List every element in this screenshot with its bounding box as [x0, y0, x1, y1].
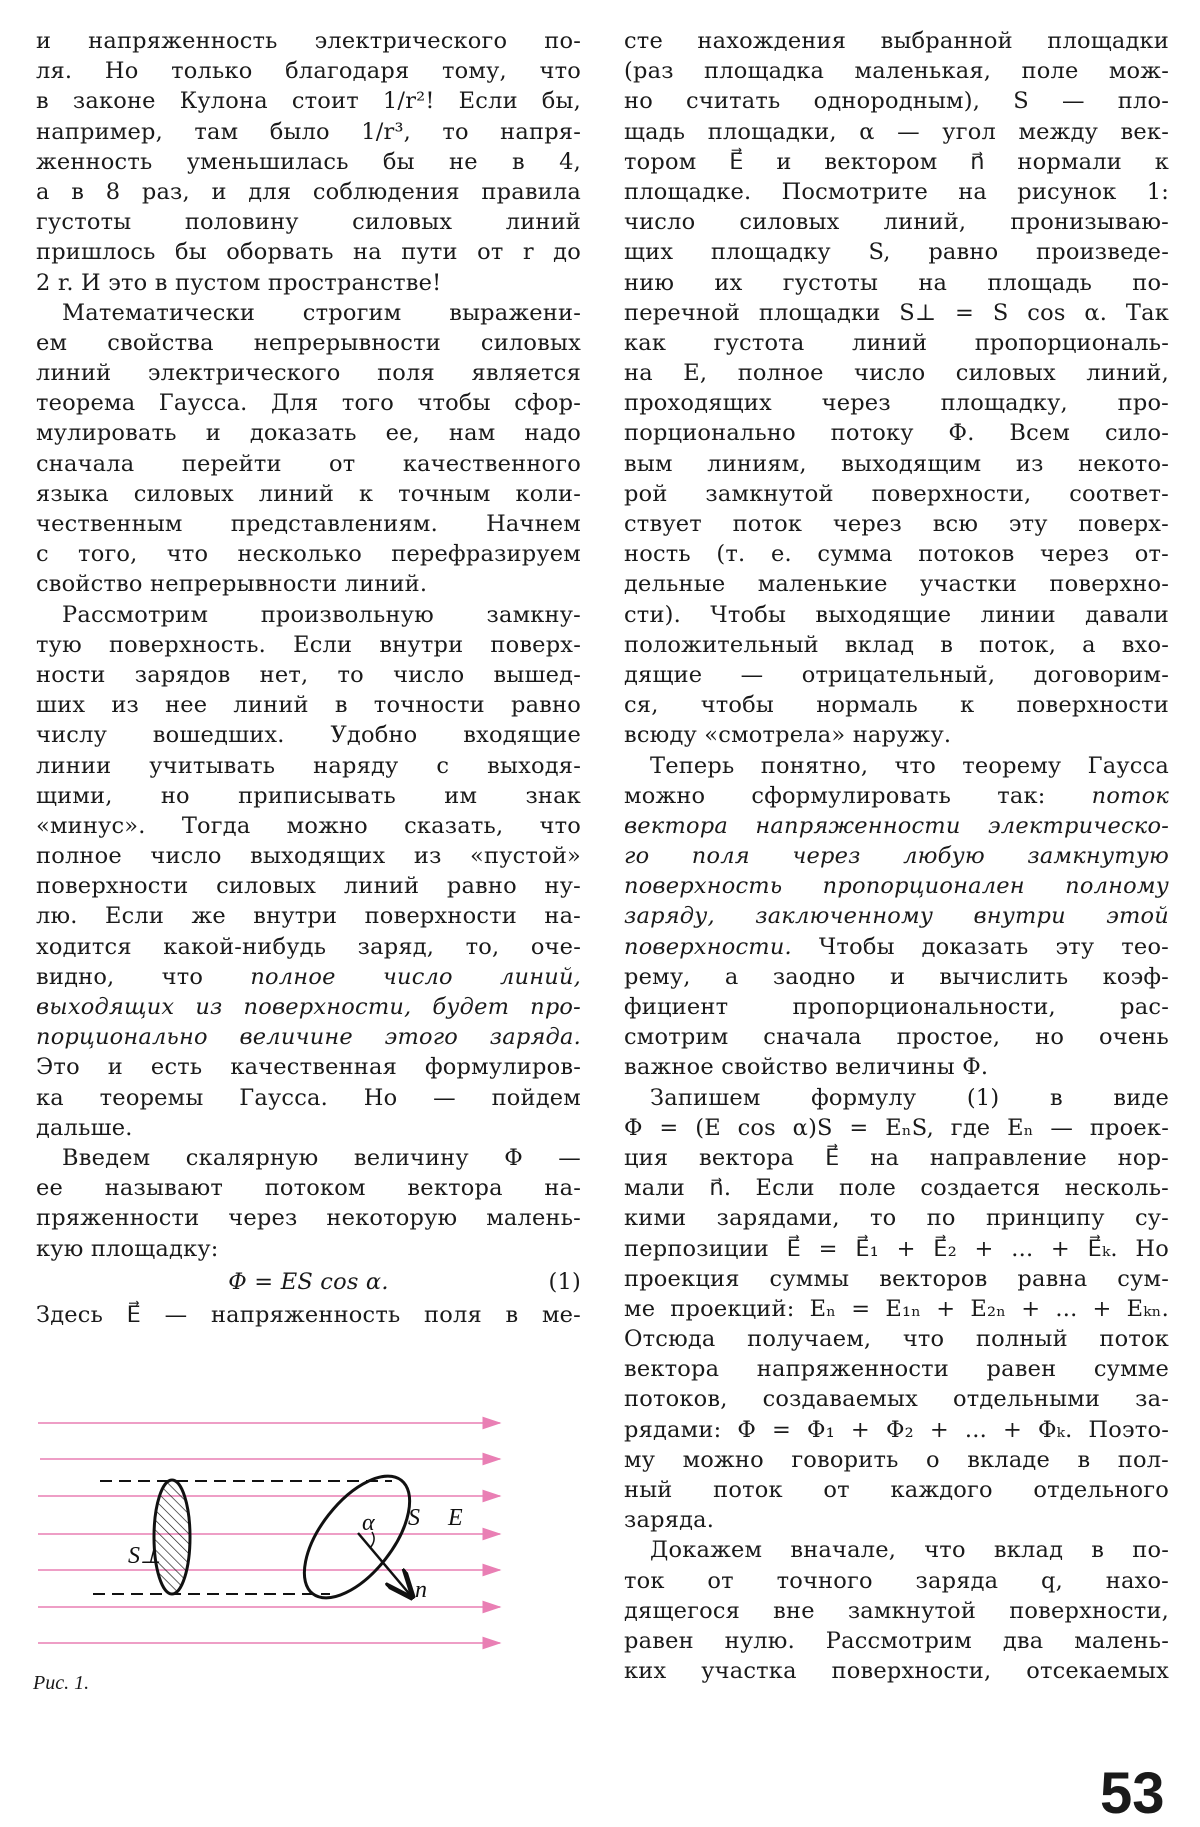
- text-line: густоты половину силовых линий: [36, 209, 581, 236]
- right-column: [624, 26, 1169, 1686]
- text-line: например, там было 1/r³, то напря-: [36, 118, 581, 145]
- text-line: пряженности через некоторую малень-: [36, 1205, 581, 1232]
- text-line: свойство непрерывности линий.: [36, 571, 428, 598]
- text-line: в законе Кулона стоит 1/r²! Если бы,: [36, 88, 581, 115]
- text-line: сте нахождения выбранной площадки: [624, 28, 1169, 54]
- text-line: ких участка поверхности, отсекаемых: [624, 1658, 1169, 1685]
- text-line: рой замкнутой поверхности, соответ-: [624, 480, 1169, 507]
- text-line: ток от точного заряда q, нахо-: [624, 1567, 1169, 1594]
- formula-1: [36, 1264, 581, 1300]
- text-line: Это и есть качественная формулиров-: [36, 1054, 581, 1081]
- text-line: ствует поток через всю эту поверх-: [624, 511, 1169, 537]
- text-line: сти). Чтобы выходящие линии давали: [624, 601, 1169, 628]
- paragraph: [36, 26, 581, 298]
- label-s-perp: S⊥: [128, 1543, 161, 1569]
- text-line: линий электрического поля является: [36, 360, 581, 387]
- text-line: Отсюда получаем, что полный поток: [624, 1326, 1169, 1353]
- text-line: [36, 992, 581, 1022]
- text-line: сначала перейти от качественного: [36, 450, 581, 477]
- paragraph: [36, 298, 581, 600]
- italic-text: полное число линий,: [250, 963, 581, 990]
- text-line: женность уменьшилась бы не в 4,: [36, 148, 581, 175]
- text-line: ме проекций: Eₙ = E₁ₙ + E₂ₙ + ... + Eₖₙ.: [624, 1295, 1169, 1322]
- text-segment: видно, что: [36, 963, 251, 990]
- figure-1: [0, 1395, 600, 1715]
- text-line: ция вектора E⃗ на направление нор-: [624, 1144, 1169, 1171]
- right-paragraphs: [624, 26, 1169, 1686]
- text-line: Рассмотрим произвольную замкну-: [62, 601, 581, 628]
- text-line: [624, 781, 1169, 811]
- italic-text: поверхность пропорционален полному: [624, 873, 1169, 900]
- normal-vector: [358, 1533, 412, 1597]
- text-line: ля. Но только благодаря тому, что: [36, 58, 581, 85]
- text-line: [36, 1022, 581, 1052]
- text-line: рему, а заодно и вычислить коэф-: [624, 963, 1169, 990]
- left-closing-paragraph: [36, 1300, 581, 1330]
- text-line: Теперь понятно, что теорему Гаусса: [650, 752, 1169, 779]
- text-line: Введем скалярную величину Φ —: [62, 1144, 581, 1171]
- text-line: важное свойство величины Φ.: [624, 1054, 989, 1081]
- italic-text: заряду, заключенному внутри этой: [624, 903, 1169, 930]
- text-line: дящие — отрицательный, договорим-: [624, 661, 1169, 688]
- text-line: [624, 811, 1169, 841]
- text-segment: можно сформулировать так:: [624, 782, 1092, 809]
- text-line: [624, 841, 1169, 871]
- text-line: 2 r. И это в пустом пространстве!: [36, 269, 442, 296]
- text-line: «минус». Тогда можно сказать, что: [36, 812, 581, 839]
- text-line: порционально потоку Φ. Всем сило-: [624, 420, 1169, 447]
- text-line: числу вошедших. Удобно входящие: [36, 722, 581, 749]
- italic-text: поток: [1091, 782, 1169, 809]
- label-alpha: α: [362, 1510, 375, 1536]
- text-line: мали n⃗. Если поле создается несколь-: [624, 1175, 1169, 1202]
- text-line: а в 8 раз, и для соблюдения правила: [36, 178, 581, 205]
- text-line: кими зарядами, то по принципу су-: [624, 1205, 1169, 1232]
- paragraph: [36, 1143, 581, 1264]
- text-line: тую поверхность. Если внутри поверх-: [36, 631, 581, 658]
- text-line: [624, 901, 1169, 931]
- text-line: кую площадку:: [36, 1235, 219, 1262]
- text-segment: Чтобы доказать эту тео-: [791, 933, 1169, 960]
- label-e: E⃗: [448, 1505, 482, 1531]
- text-line: потоков, создаваемых отдельными за-: [624, 1386, 1169, 1413]
- text-line: полное число выходящих из «пустой»: [36, 843, 581, 870]
- text-line: Докажем вначале, что вклад в по-: [650, 1537, 1169, 1564]
- text-line: площадке. Посмотрите на рисунок 1:: [624, 178, 1169, 205]
- text-line: Здесь E⃗ — напряженность поля в ме-: [36, 1301, 581, 1328]
- text-line: на E, полное число силовых линий,: [624, 360, 1169, 387]
- text-line: поверхности силовых линий равно ну-: [36, 873, 581, 900]
- text-line: [624, 871, 1169, 901]
- text-line: теорема Гаусса. Для того чтобы сфор-: [36, 390, 581, 417]
- paragraph: [624, 751, 1169, 1083]
- figure-caption: Рис. 1.: [33, 1672, 90, 1694]
- paragraph: [624, 1535, 1169, 1686]
- text-line: языка силовых линий к точным коли-: [36, 480, 581, 507]
- text-line: щими, но приписывать им знак: [36, 782, 581, 809]
- formula-number: (1): [548, 1268, 581, 1295]
- text-line: всюду «смотрела» наружу.: [624, 722, 952, 749]
- text-line: мулировать и доказать ее, нам надо: [36, 420, 581, 447]
- text-line: ем свойства непрерывности силовых: [36, 329, 581, 356]
- text-line: перпозиции E⃗ = E⃗₁ + E⃗₂ + ... + E⃗ₖ. Но: [624, 1235, 1169, 1262]
- left-paragraphs: [36, 26, 581, 1264]
- text-line: с того, что несколько перефразируем: [36, 541, 581, 568]
- field-lines: [38, 1423, 500, 1643]
- text-line: пришлось бы оборвать на пути от r до: [36, 239, 581, 266]
- text-line: Математически строгим выражени-: [62, 299, 581, 326]
- text-line: [624, 932, 1169, 962]
- text-line: как густота линий пропорциональ-: [624, 329, 1169, 356]
- text-line: ка теоремы Гаусса. Но — пойдем: [36, 1084, 581, 1111]
- text-line: дельные маленькие участки поверхно-: [624, 571, 1169, 598]
- page-number: 53: [1100, 1761, 1165, 1826]
- italic-text: вектора напряженности электрическо-: [624, 812, 1169, 839]
- italic-text: выходящих из поверхности, будет про-: [36, 994, 581, 1020]
- text-line: равен нулю. Рассмотрим два малень-: [624, 1627, 1169, 1654]
- text-line: вектора напряженности равен сумме: [624, 1356, 1169, 1383]
- text-line: ся, чтобы нормаль к поверхности: [624, 692, 1169, 719]
- text-line: ее называют потоком вектора на-: [36, 1175, 581, 1202]
- italic-text: порционально величине этого заряда.: [36, 1024, 581, 1051]
- text-line: вым линиям, выходящим из некото-: [624, 450, 1169, 477]
- paragraph: [36, 600, 581, 1143]
- text-line: щадь площадки, α — угол между век-: [624, 118, 1169, 145]
- paragraph: [624, 1083, 1169, 1536]
- text-line: заряда.: [624, 1507, 715, 1534]
- formula-text: Φ = ES cos α.: [228, 1268, 389, 1295]
- text-line: положительный вклад в поток, а вхо-: [624, 631, 1169, 658]
- text-line: Запишем формулу (1) в виде: [650, 1084, 1169, 1111]
- field-lines-diagram: [0, 1395, 600, 1715]
- text-line: тором E⃗ и вектором n⃗ нормали к: [624, 148, 1169, 175]
- text-line: и напряженность электрического по-: [36, 28, 581, 54]
- text-line: линии учитывать наряду с выходя-: [36, 752, 581, 779]
- label-s: S: [408, 1505, 420, 1531]
- text-line: му можно говорить о вкладе в пол-: [624, 1446, 1169, 1473]
- text-line: рядами: Φ = Φ₁ + Φ₂ + ... + Φₖ. Поэто-: [624, 1416, 1169, 1443]
- text-line: ших из нее линий в точности равно: [36, 692, 581, 719]
- italic-text: поверхности.: [624, 933, 792, 960]
- text-line: дальше.: [36, 1114, 133, 1141]
- text-line: ходится какой-нибудь заряд, то, оче-: [36, 933, 581, 960]
- label-n: n⃗: [415, 1577, 446, 1603]
- text-line: чественным представлениям. Начнем: [36, 511, 581, 537]
- text-line: но считать однородным), S — пло-: [624, 88, 1169, 115]
- italic-text: го поля через любую замкнутую: [624, 843, 1169, 870]
- text-line: смотрим сначала простое, но очень: [624, 1024, 1169, 1051]
- text-line: (раз площадка маленькая, поле мож-: [624, 58, 1169, 85]
- text-line: проекция суммы векторов равна сум-: [624, 1265, 1169, 1292]
- text-line: [36, 962, 581, 992]
- paragraph: [36, 1300, 581, 1330]
- paragraph: [624, 26, 1169, 751]
- text-line: ности зарядов нет, то число вышед-: [36, 661, 581, 688]
- text-line: Φ = (E cos α)S = EₙS, где Eₙ — проек-: [624, 1114, 1169, 1141]
- text-line: щих площадку S, равно произведе-: [624, 239, 1169, 266]
- text-line: нию их густоты на площадь по-: [624, 269, 1169, 296]
- left-column: [36, 26, 581, 1330]
- text-line: перечной площадки S⊥ = S cos α. Так: [624, 299, 1169, 326]
- perpendicular-area: [154, 1480, 190, 1594]
- text-line: ный поток от каждого отдельного: [624, 1477, 1169, 1503]
- text-line: фициент пропорциональности, рас-: [624, 994, 1169, 1020]
- text-line: число силовых линий, пронизываю-: [624, 209, 1169, 236]
- text-line: дящегося вне замкнутой поверхности,: [624, 1597, 1169, 1624]
- text-line: проходящих через площадку, про-: [624, 390, 1169, 417]
- text-line: ность (т. е. сумма потоков через от-: [624, 541, 1169, 568]
- text-line: лю. Если же внутри поверхности на-: [36, 903, 581, 930]
